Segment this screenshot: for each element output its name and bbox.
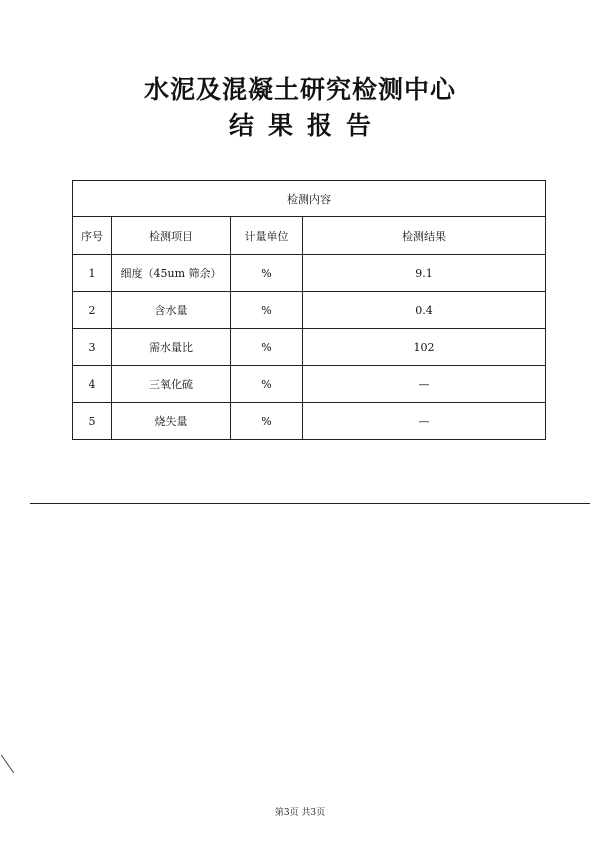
results-table — [72, 180, 546, 440]
table-section-title: 检测内容 — [73, 181, 546, 217]
column-header-item: 检测项目 — [112, 217, 231, 255]
table-row — [73, 366, 546, 403]
row-item: 三氧化硫 — [112, 366, 231, 403]
row-no: 2 — [73, 292, 112, 329]
row-result: 9.1 — [303, 255, 546, 292]
row-no: 1 — [73, 255, 112, 292]
column-header-result: 检测结果 — [303, 217, 546, 255]
table-row — [73, 329, 546, 366]
report-title: 结果报告 — [228, 111, 385, 140]
row-item: 含水量 — [112, 292, 231, 329]
scan-artifact — [1, 749, 23, 773]
row-item: 细度（45um 筛余） — [112, 255, 231, 292]
row-result: — — [303, 366, 546, 403]
page-number: 第3页 共3页 — [274, 808, 326, 818]
table-row — [73, 292, 546, 329]
row-unit: % — [231, 292, 303, 329]
column-header-no: 序号 — [73, 217, 112, 255]
row-no: 4 — [73, 366, 112, 403]
column-header-unit: 计量单位 — [231, 217, 303, 255]
row-unit: % — [231, 329, 303, 366]
table-row — [73, 255, 546, 292]
row-unit: % — [231, 403, 303, 440]
table-header-row — [73, 217, 546, 255]
row-no: 3 — [73, 329, 112, 366]
horizontal-divider — [30, 503, 590, 504]
row-unit: % — [231, 255, 303, 292]
row-result: 0.4 — [303, 292, 546, 329]
row-item: 需水量比 — [112, 329, 231, 366]
organization-title: 水泥及混凝土研究检测中心 — [143, 75, 456, 104]
table-section-row — [73, 181, 546, 217]
row-result: 102 — [303, 329, 546, 366]
row-result: — — [303, 403, 546, 440]
row-item: 烧失量 — [112, 403, 231, 440]
row-unit: % — [231, 366, 303, 403]
row-no: 5 — [73, 403, 112, 440]
table-row — [73, 403, 546, 440]
